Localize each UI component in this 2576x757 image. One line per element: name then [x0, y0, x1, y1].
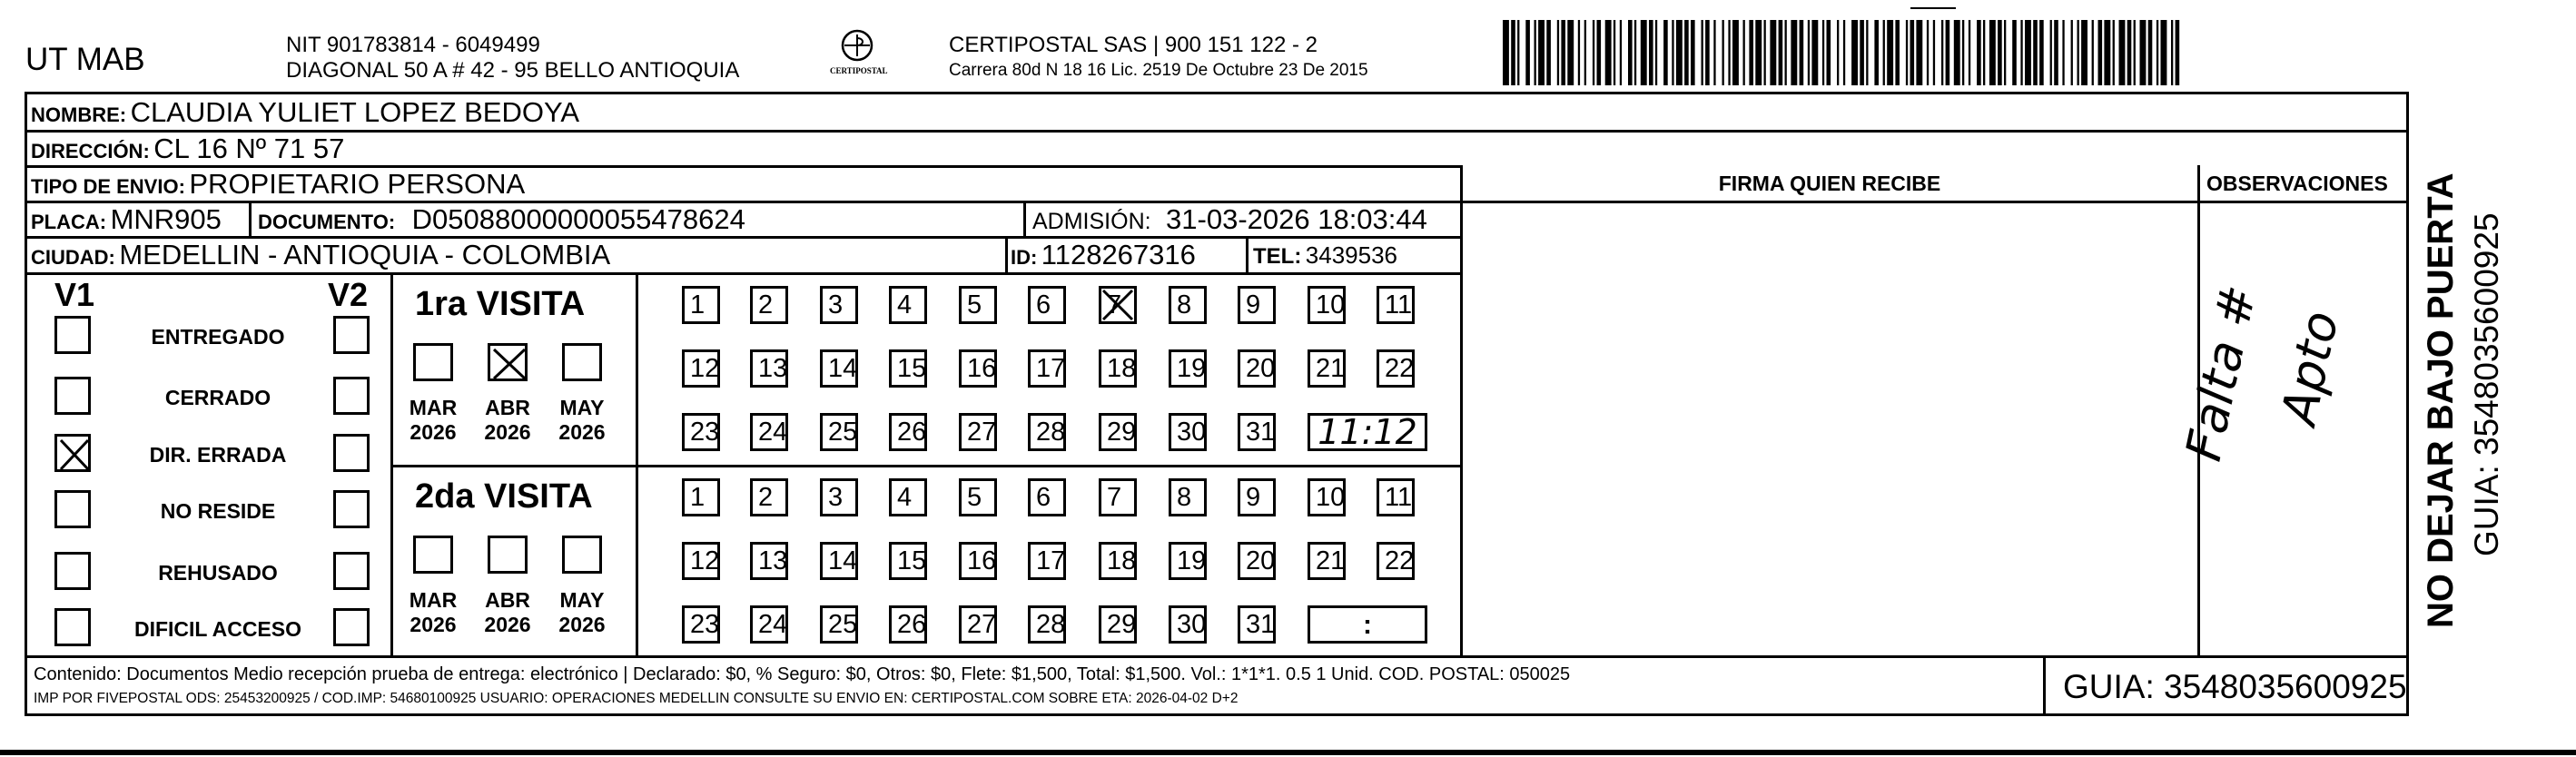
day-checkbox[interactable]: [959, 349, 997, 388]
col-line: [249, 201, 252, 237]
v2-label: V2: [328, 276, 369, 313]
certipostal-logo: [828, 27, 886, 82]
day-number: 5: [967, 483, 982, 512]
nombre-row: [31, 98, 579, 126]
day-checkbox[interactable]: [1028, 413, 1066, 451]
day-checkbox[interactable]: [1238, 349, 1276, 388]
month-checkbox[interactable]: [488, 343, 528, 381]
time-field[interactable]: :: [1308, 605, 1427, 644]
day-checkbox[interactable]: [1377, 478, 1415, 516]
status-label: REHUSADO: [158, 561, 278, 585]
tipo-value: PROPIETARIO PERSONA: [189, 168, 526, 200]
day-checkbox[interactable]: [1169, 349, 1207, 388]
day-checkbox[interactable]: [889, 478, 927, 516]
day-checkbox[interactable]: [959, 542, 997, 580]
day-number: 20: [1246, 354, 1276, 383]
status-label: ENTREGADO: [151, 325, 285, 349]
day-number: 22: [1385, 546, 1415, 575]
day-checkbox[interactable]: [889, 286, 927, 324]
day-number: 15: [897, 354, 927, 383]
documento-label: DOCUMENTO:: [258, 211, 396, 233]
day-checkbox[interactable]: [750, 286, 788, 324]
day-checkbox[interactable]: [959, 478, 997, 516]
day-number: 23: [690, 418, 720, 447]
day-number: 3: [828, 290, 844, 320]
row-line: [25, 655, 2409, 658]
day-number: 6: [1036, 290, 1051, 320]
day-number: 7: [1107, 290, 1122, 320]
day-checkbox[interactable]: [959, 413, 997, 451]
admision-value: 31-03-2026 18:03:44: [1166, 203, 1427, 235]
day-checkbox[interactable]: [1028, 605, 1066, 644]
day-number: 18: [1107, 354, 1137, 383]
day-checkbox[interactable]: [1028, 542, 1066, 580]
v1-checkbox[interactable]: [54, 552, 91, 590]
day-number: 19: [1177, 354, 1207, 383]
col-line: [1023, 201, 1026, 237]
day-number: 26: [897, 610, 927, 639]
v2-checkbox[interactable]: [333, 552, 370, 590]
col-line: [390, 272, 393, 656]
month-label: ABR: [485, 588, 530, 612]
day-checkbox[interactable]: [682, 413, 720, 451]
v2-checkbox[interactable]: [333, 434, 370, 472]
direccion-value: CL 16 Nº 71 57: [153, 133, 345, 164]
ciudad-cell: [31, 241, 610, 269]
day-checkbox[interactable]: [682, 478, 720, 516]
sender-address: DIAGONAL 50 A # 42 - 95 BELLO ANTIOQUIA: [286, 58, 740, 83]
day-number: 15: [897, 546, 927, 575]
courier-name: CERTIPOSTAL SAS | 900 151 122 - 2: [949, 33, 1318, 57]
observaciones-header: OBSERVACIONES: [2206, 172, 2388, 195]
day-checkbox[interactable]: [1099, 286, 1137, 324]
month-label: MAR: [409, 588, 458, 612]
day-checkbox[interactable]: [1169, 413, 1207, 451]
day-checkbox[interactable]: [1028, 478, 1066, 516]
month-label: MAY: [559, 396, 605, 419]
v2-checkbox[interactable]: [333, 316, 370, 354]
day-checkbox[interactable]: [959, 286, 997, 324]
visit-title: 1ra VISITA: [415, 285, 586, 323]
day-checkbox[interactable]: [682, 349, 720, 388]
check-x-icon: [1101, 289, 1134, 321]
day-checkbox[interactable]: [1238, 542, 1276, 580]
time-field[interactable]: 11:12: [1308, 413, 1427, 451]
month-checkbox[interactable]: [562, 343, 602, 381]
v1-checkbox[interactable]: [54, 608, 91, 646]
ciudad-value: MEDELLIN - ANTIOQUIA - COLOMBIA: [119, 239, 611, 270]
documento-value: D05088000000055478624: [411, 203, 745, 235]
day-number: 4: [897, 483, 913, 512]
status-label: DIFICIL ACCESO: [133, 617, 301, 641]
tel-cell: [1253, 243, 1397, 268]
placa-value: MNR905: [110, 203, 222, 235]
day-number: 19: [1177, 546, 1207, 575]
day-number: 7: [1107, 483, 1122, 512]
day-number: 8: [1177, 483, 1192, 512]
placa-label: PLACA:: [31, 211, 107, 233]
footer-print-info: IMP POR FIVEPOSTAL ODS: 25453200925 / COD.IMP: 54680100925 USUARIO: OPERACIONES MEDELLIN CONSULTE SU ENVIO EN: CERTIPOSTAL.COM SOBRE ETA: 2026-04-02 D+2: [34, 691, 1239, 706]
day-checkbox[interactable]: [1099, 413, 1137, 451]
day-number: 12: [690, 354, 720, 383]
day-number: 12: [690, 546, 720, 575]
documento-cell: [258, 205, 745, 233]
day-checkbox[interactable]: [1099, 542, 1137, 580]
company-name: UT MAB: [25, 42, 145, 77]
day-checkbox[interactable]: [1099, 478, 1137, 516]
day-checkbox[interactable]: [750, 605, 788, 644]
day-checkbox[interactable]: [1238, 478, 1276, 516]
month-checkbox[interactable]: [562, 536, 602, 574]
day-number: 4: [897, 290, 913, 320]
logo-caption: CERTIPOSTAL: [830, 66, 888, 75]
day-number: 2: [758, 483, 774, 512]
bottom-rule: [0, 750, 2576, 755]
month-checkbox[interactable]: [413, 536, 453, 574]
day-checkbox[interactable]: [1099, 605, 1137, 644]
day-number: 21: [1316, 546, 1346, 575]
month-year: 2026: [484, 420, 531, 444]
direccion-row: [31, 134, 344, 162]
footer-content: Contenido: Documentos Medio recepción prueba de entrega: electrónico | Declarado: $0, % Seguro: $0, Otros: $0, Flete: $1,500, Total: $1,500. Vol.: 1*1*1. 0.5 1 Unid. COD. POSTAL: 050025: [34, 664, 1571, 684]
day-number: 30: [1177, 610, 1207, 639]
day-checkbox[interactable]: [1238, 605, 1276, 644]
tel-value: 3439536: [1305, 241, 1398, 269]
day-number: 1: [690, 483, 706, 512]
day-checkbox[interactable]: [1308, 349, 1346, 388]
day-number: 16: [967, 354, 997, 383]
id-label: ID:: [1011, 246, 1038, 269]
day-checkbox[interactable]: [1169, 286, 1207, 324]
guia-box: GUIA: 3548035600925: [2063, 668, 2407, 705]
handwritten-note-1: Falta #: [2175, 280, 2268, 467]
col-line: [1460, 165, 1463, 657]
day-checkbox[interactable]: [1308, 478, 1346, 516]
day-number: 28: [1036, 610, 1066, 639]
month-label: MAY: [559, 588, 605, 612]
tipo-label: TIPO DE ENVIO:: [31, 175, 185, 198]
status-label: NO RESIDE: [160, 499, 276, 523]
day-number: 3: [828, 483, 844, 512]
day-number: 9: [1246, 483, 1261, 512]
day-number: 17: [1036, 354, 1066, 383]
day-number: 18: [1107, 546, 1137, 575]
day-number: 10: [1316, 483, 1346, 512]
direccion-label: DIRECCIÓN:: [31, 140, 150, 162]
check-x-icon: [492, 348, 527, 380]
month-year: 2026: [410, 420, 457, 444]
day-checkbox[interactable]: [1169, 478, 1207, 516]
v2-checkbox[interactable]: [333, 377, 370, 415]
admision-label: ADMISIÓN:: [1032, 209, 1151, 234]
col-line: [1005, 236, 1008, 273]
day-checkbox[interactable]: [820, 605, 858, 644]
day-checkbox[interactable]: [1377, 286, 1415, 324]
v1-checkbox[interactable]: [54, 316, 91, 354]
handwritten-note-2: Apto: [2270, 306, 2350, 430]
day-number: 31: [1246, 418, 1276, 447]
day-number: 24: [758, 418, 788, 447]
day-number: 17: [1036, 546, 1066, 575]
day-number: 13: [758, 546, 788, 575]
nombre-label: NOMBRE:: [31, 103, 127, 126]
day-checkbox[interactable]: [820, 478, 858, 516]
id-value: 1128267316: [1041, 239, 1196, 270]
col-line: [1246, 236, 1249, 273]
day-checkbox[interactable]: [1308, 286, 1346, 324]
day-number: 14: [828, 354, 858, 383]
day-number: 1: [690, 290, 706, 320]
day-checkbox[interactable]: [820, 542, 858, 580]
courier-license: Carrera 80d N 18 16 Lic. 2519 De Octubre 23 De 2015: [949, 61, 1368, 80]
day-number: 25: [828, 418, 858, 447]
day-number: 8: [1177, 290, 1192, 320]
day-checkbox[interactable]: [1028, 286, 1066, 324]
day-checkbox[interactable]: [1238, 413, 1276, 451]
tipo-row: [31, 170, 525, 198]
day-checkbox[interactable]: [682, 542, 720, 580]
day-number: 14: [828, 546, 858, 575]
day-checkbox[interactable]: [1099, 349, 1137, 388]
day-number: 9: [1246, 290, 1261, 320]
day-number: 11: [1385, 483, 1413, 512]
day-number: 25: [828, 610, 858, 639]
day-number: 30: [1177, 418, 1207, 447]
v2-checkbox[interactable]: [333, 608, 370, 646]
month-year: 2026: [410, 613, 457, 636]
status-label: CERRADO: [164, 386, 271, 409]
month-year: 2026: [558, 420, 606, 444]
status-label: DIR. ERRADA: [149, 443, 287, 467]
day-number: 6: [1036, 483, 1051, 512]
admision-cell: [1032, 205, 1427, 233]
day-number: 27: [967, 418, 997, 447]
day-number: 22: [1385, 354, 1415, 383]
month-checkbox[interactable]: [413, 343, 453, 381]
visit-title: 2da VISITA: [415, 477, 593, 516]
day-checkbox[interactable]: [750, 349, 788, 388]
v1-checkbox[interactable]: [54, 434, 91, 472]
day-number: 26: [897, 418, 927, 447]
id-cell: [1011, 241, 1196, 269]
month-label: MAR: [409, 396, 458, 419]
day-checkbox[interactable]: [682, 605, 720, 644]
day-number: 21: [1316, 354, 1346, 383]
day-checkbox[interactable]: [682, 286, 720, 324]
day-checkbox[interactable]: [1238, 286, 1276, 324]
day-checkbox[interactable]: [889, 349, 927, 388]
day-checkbox[interactable]: [1169, 542, 1207, 580]
day-number: 10: [1316, 290, 1346, 320]
day-number: 5: [967, 290, 982, 320]
day-number: 20: [1246, 546, 1276, 575]
v1-label: V1: [54, 276, 95, 313]
day-number: 23: [690, 610, 720, 639]
day-checkbox[interactable]: [1308, 542, 1346, 580]
placa-cell: [31, 205, 222, 233]
day-number: 29: [1107, 418, 1137, 447]
day-checkbox[interactable]: [820, 286, 858, 324]
day-checkbox[interactable]: [959, 605, 997, 644]
day-checkbox[interactable]: [1377, 542, 1415, 580]
month-year: 2026: [484, 613, 531, 636]
day-number: 2: [758, 290, 774, 320]
day-number: 31: [1246, 610, 1276, 639]
nombre-value: CLAUDIA YULIET LOPEZ BEDOYA: [130, 96, 580, 128]
top-right-mark: [1910, 7, 1956, 9]
day-checkbox[interactable]: [1169, 605, 1207, 644]
ciudad-label: CIUDAD:: [31, 246, 115, 269]
barcode: [1503, 20, 2181, 85]
check-x-icon: [59, 438, 90, 471]
firma-header: FIRMA QUIEN RECIBE: [1718, 172, 1941, 195]
day-checkbox[interactable]: [820, 349, 858, 388]
v1-checkbox[interactable]: [54, 377, 91, 415]
day-number: 11: [1385, 290, 1413, 320]
day-number: 24: [758, 610, 788, 639]
col-line: [2043, 655, 2046, 716]
month-label: ABR: [485, 396, 530, 419]
row-line: [25, 130, 2409, 133]
day-number: 28: [1036, 418, 1066, 447]
day-checkbox[interactable]: [889, 542, 927, 580]
day-checkbox[interactable]: [1028, 349, 1066, 388]
day-number: 13: [758, 354, 788, 383]
side-notice: NO DEJAR BAJO PUERTA: [2421, 172, 2461, 628]
day-checkbox[interactable]: [889, 605, 927, 644]
day-checkbox[interactable]: [750, 542, 788, 580]
day-checkbox[interactable]: [750, 478, 788, 516]
day-number: 27: [967, 610, 997, 639]
day-checkbox[interactable]: [820, 413, 858, 451]
nit-text: NIT 901783814 - 6049499: [286, 33, 540, 57]
month-checkbox[interactable]: [488, 536, 528, 574]
month-year: 2026: [558, 613, 606, 636]
v1-checkbox[interactable]: [54, 490, 91, 528]
tel-label: TEL:: [1253, 244, 1302, 269]
row-line: [390, 465, 1462, 467]
day-checkbox[interactable]: [1377, 349, 1415, 388]
day-checkbox[interactable]: [889, 413, 927, 451]
day-number: 16: [967, 546, 997, 575]
v2-checkbox[interactable]: [333, 490, 370, 528]
col-line: [636, 272, 638, 656]
side-guia: GUIA: 3548035600925: [2468, 212, 2505, 556]
day-checkbox[interactable]: [750, 413, 788, 451]
day-number: 29: [1107, 610, 1137, 639]
